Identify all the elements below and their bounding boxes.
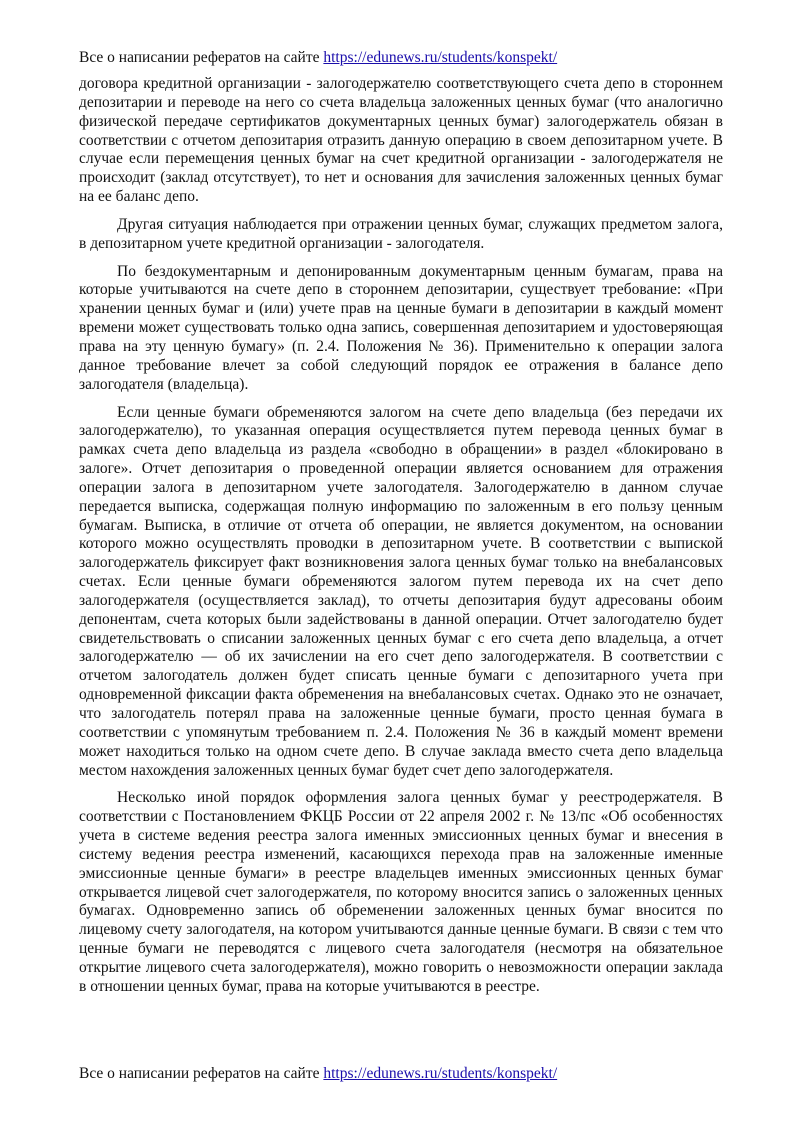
paragraph-1: договора кредитной организации - залогодержателю соответствующего счета депо в стороннем депозитарии и переводе на него со счета владельца заложенных ценных бумаг (что аналогично физической передаче сертификатов документарных ценных бумаг) залогодержатель обязан в соответствии с отчетом депозитария отразить данную операцию в своем депозитарном учете. В случае если перемещения ценных бумаг на счет кредитной организации - залогодержателя не происходит (заклад отсутствует), то нет и основания для зачисления заложенных ценных бумаг на ее баланс депо. <box>79 75 723 206</box>
paragraph-5: Несколько иной порядок оформления залога ценных бумаг у реестродержателя. В соответствии с Постановлением ФКЦБ России от 22 апреля 2002 г. № 13/пс «Об особенностях учета в системе ведения реестра залога именных эмиссионных ценных бумаг и внесения в систему ведения реестра изменений, касающихся перехода прав на заложенные именные эмиссионные ценные бумаги» в реестре владельцев именных эмиссионных ценных бумаг открывается лицевой счет залогодержателя, по которому вносится запись о заложенных ценных бумагах. Одновременно запись об обременении заложенных ценных бумаг вносится по лицевому счету залогодателя, на котором учитываются данные ценные бумаги. В связи с тем что ценные бумаги не переводятся с лицевого счета залогодателя (несмотря на обязательное открытие лицевого счета залогодержателя), можно говорить о невозможности операции заклада в отношении ценных бумаг, права на которые учитываются в реестре. <box>79 789 723 995</box>
footer-link[interactable]: https://edunews.ru/students/konspekt/ <box>323 1065 558 1082</box>
header-link[interactable]: https://edunews.ru/students/konspekt/ <box>323 49 558 66</box>
page-footer <box>79 1064 729 1084</box>
paragraph-2: Другая ситуация наблюдается при отражении ценных бумаг, служащих предметом залога, в депозитарном учете кредитной организации - залогодателя. <box>79 215 723 252</box>
page-header <box>79 48 729 68</box>
header-text: Все о написании рефератов на сайте <box>79 49 324 66</box>
footer-text: Все о написании рефератов на сайте <box>79 1065 324 1082</box>
paragraph-4: Если ценные бумаги обременяются залогом на счете депо владельца (без передачи их залогодержателю), то указанная операция осуществляется путем перевода ценных бумаг в рамках счета депо владельца из раздела «свободно в обращении» в раздел «блокировано в залоге». Отчет депозитария о проведенной операции является основанием для отражения операции залога в депозитарном учете залогодателя. Залогодержателю в данном случае передается выписка, содержащая полную информацию по заложенным в его пользу ценным бумагам. Выписка, в отличие от отчета об операции, не является документом, на основании которого можно осуществлять проводки в депозитарном учете. В соответствии с выпиской залогодержатель фиксирует факт возникновения залога ценных бумаг только на внебалансовых счетах. Если ценные бумаги обременяются залогом путем перевода их на счет депо залогодержателя (осуществляется заклад), то отчеты депозитария будут адресованы обоим депонентам, счета которых были задействованы в данной операции. Отчет залогодателю будет свидетельствовать о списании заложенных ценных бумаг с его счета депо владельца, а отчет залогодержателю — об их зачислении на его счет депо залогодержателя. В соответствии с отчетом залогодатель должен будет списать ценные бумаги с депозитарного учета при одновременной фиксации факта обременения на внебалансовых счетах. Однако это не означает, что залогодатель потерял права на заложенные ценные бумаги, просто ценная бумага в соответствии с упомянутым требованием п. 2.4. Положения № 36 в каждый момент времени может находиться только на одном счете депо. В случае заклада вместо счета депо владельца местом нахождения заложенных ценных бумаг будет счет депо залогодержателя. <box>79 403 723 779</box>
paragraph-3: По бездокументарным и депонированным документарным ценным бумагам, права на которые учитываются на счете депо в стороннем депозитарии, существует требование: «При хранении ценных бумаг и (или) учете прав на ценные бумаги в депозитарии в каждый момент времени может существовать только одна запись, совершенная депозитарием и удостоверяющая права на эту ценную бумагу» (п. 2.4. Положения № 36). Применительно к операции залога данное требование влечет за собой следующий порядок ее отражения в балансе депо залогодателя (владельца). <box>79 262 723 393</box>
document-body <box>79 75 723 1006</box>
